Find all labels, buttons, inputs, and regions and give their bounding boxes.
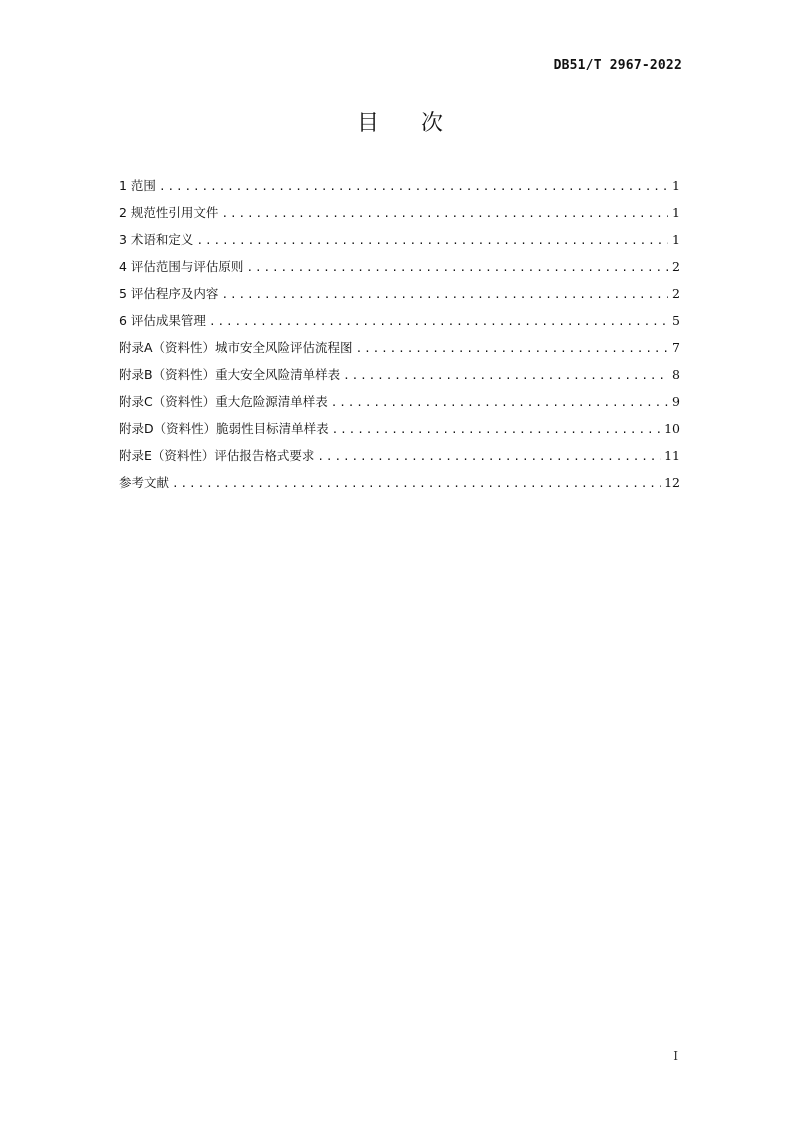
toc-entry-assessment-procedure[interactable] (119, 284, 680, 311)
toc-dot-leader (159, 177, 668, 197)
toc-dot-leader (332, 420, 661, 440)
toc-entry-results-management[interactable] (119, 311, 680, 338)
toc-entry-appendix-c[interactable] (119, 392, 680, 419)
toc-entry-terms-definitions[interactable] (119, 230, 680, 257)
toc-dot-leader (246, 258, 668, 278)
toc-entry-appendix-a[interactable] (119, 338, 680, 365)
toc-entry-label: 2 规范性引用文件 (119, 205, 219, 220)
toc-dot-leader (221, 285, 668, 305)
toc-entry-label: 1 范围 (119, 178, 156, 193)
toc-entry-appendix-b[interactable] (119, 365, 680, 392)
toc-entry-label: 附录D（资料性）脆弱性目标清单样表 (119, 421, 329, 436)
toc-entry-page: 10 (664, 421, 680, 436)
toc-dot-leader (317, 447, 661, 467)
toc-entry-label: 5 评估程序及内容 (119, 286, 219, 301)
toc-entry-appendix-d[interactable] (119, 419, 680, 446)
toc-entry-label: 4 评估范围与评估原则 (119, 259, 244, 274)
toc-entry-label: 附录A（资料性）城市安全风险评估流程图 (119, 340, 353, 355)
toc-entry-page: 2 (672, 259, 680, 274)
toc-dot-leader (172, 474, 661, 494)
toc-entry-label: 6 评估成果管理 (119, 313, 206, 328)
toc-entry-page: 12 (664, 475, 680, 490)
toc-entry-assessment-scope-principles[interactable] (119, 257, 680, 284)
toc-entry-label: 附录E（资料性）评估报告格式要求 (119, 448, 315, 463)
toc-entry-label: 3 术语和定义 (119, 232, 194, 247)
toc-entry-appendix-e[interactable] (119, 446, 680, 473)
toc-title-char-1: 目 (356, 111, 379, 136)
toc-list (119, 176, 680, 500)
toc-entry-page: 7 (672, 340, 680, 355)
toc-entry-label: 附录B（资料性）重大安全风险清单样表 (119, 367, 341, 382)
toc-entry-page: 5 (672, 313, 680, 328)
toc-dot-leader (196, 231, 668, 251)
toc-entry-page: 9 (672, 394, 680, 409)
toc-dot-leader (331, 393, 668, 413)
toc-entry-page: 1 (672, 205, 680, 220)
toc-dot-leader (356, 339, 668, 359)
toc-entry-label: 附录C（资料性）重大危险源清单样表 (119, 394, 328, 409)
toc-entry-page: 1 (672, 178, 680, 193)
toc-dot-leader (209, 312, 668, 332)
toc-entry-scope[interactable] (119, 176, 680, 203)
page-number: I (673, 1049, 678, 1063)
toc-entry-page: 8 (672, 367, 680, 382)
toc-title-char-2: 次 (421, 111, 444, 136)
document-code: DB51/T 2967-2022 (553, 58, 682, 73)
toc-dot-leader (221, 204, 668, 224)
toc-entry-label: 参考文献 (119, 475, 170, 490)
toc-dot-leader (343, 366, 668, 386)
toc-entry-page: 11 (664, 448, 680, 463)
toc-entry-page: 2 (672, 286, 680, 301)
toc-title (0, 106, 800, 137)
toc-entry-page: 1 (672, 232, 680, 247)
toc-entry-bibliography[interactable] (119, 473, 680, 500)
toc-entry-normative-references[interactable] (119, 203, 680, 230)
